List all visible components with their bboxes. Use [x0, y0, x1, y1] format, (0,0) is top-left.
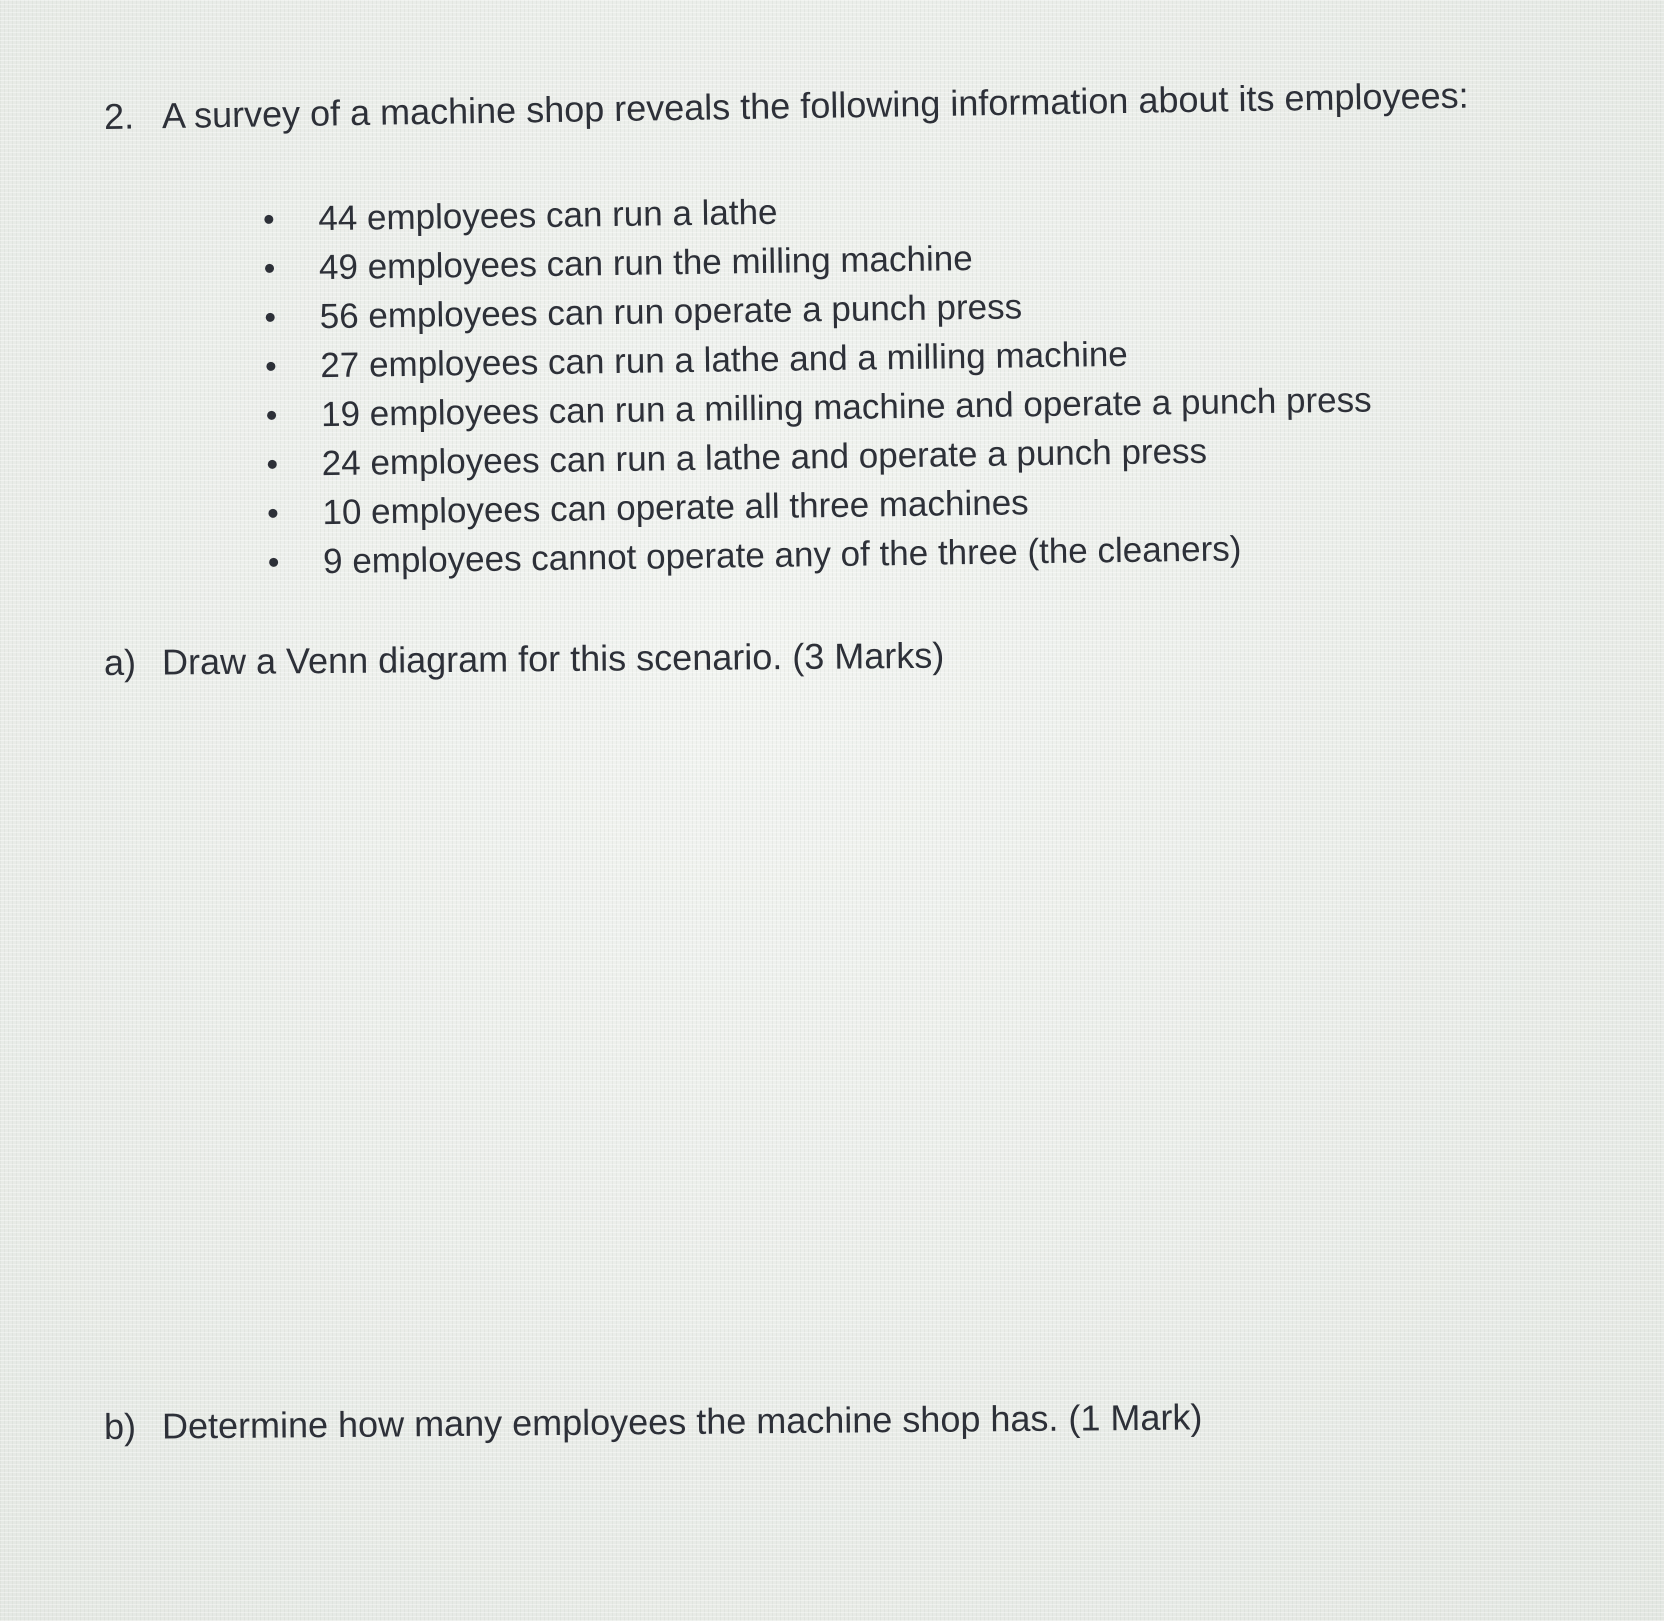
fact-text: 49 employees can run the milling machine — [318, 239, 973, 288]
question-text: A survey of a machine shop reveals the following information about its employees: — [161, 74, 1469, 137]
bullet-icon — [266, 362, 275, 371]
bullet-icon — [266, 313, 275, 322]
fact-text: 19 employees can run a milling machine and operate a punch press — [320, 380, 1372, 435]
part-b-prompt — [104, 1396, 1203, 1448]
fact-text: 9 employees cannot operate any of the three (the cleaners) — [322, 529, 1242, 582]
bullet-icon — [265, 264, 274, 273]
part-b-letter: b) — [103, 1405, 137, 1447]
bullet-icon — [269, 558, 278, 567]
fact-text: 24 employees can run a lathe and operate a punch press — [321, 431, 1208, 484]
part-a-letter: a) — [103, 641, 137, 683]
question-heading — [104, 75, 1469, 138]
fact-text: 10 employees can operate all three machines — [322, 483, 1029, 533]
bullet-icon — [268, 509, 277, 518]
part-a-prompt — [104, 635, 945, 684]
fact-text: 56 employees can run operate a punch press — [319, 287, 1023, 337]
question-number: 2. — [103, 95, 135, 137]
facts-list — [258, 179, 1374, 586]
bullet-icon — [267, 411, 276, 420]
bullet-icon — [264, 215, 273, 224]
part-a-text: Draw a Venn diagram for this scenario. (3 Marks) — [161, 634, 945, 683]
part-b-text: Determine how many employees the machine shop has. (1 Mark) — [161, 1396, 1203, 1447]
fact-text: 27 employees can run a lathe and a milling machine — [320, 334, 1129, 386]
fact-text: 44 employees can run a lathe — [318, 192, 778, 239]
bullet-icon — [268, 460, 277, 469]
